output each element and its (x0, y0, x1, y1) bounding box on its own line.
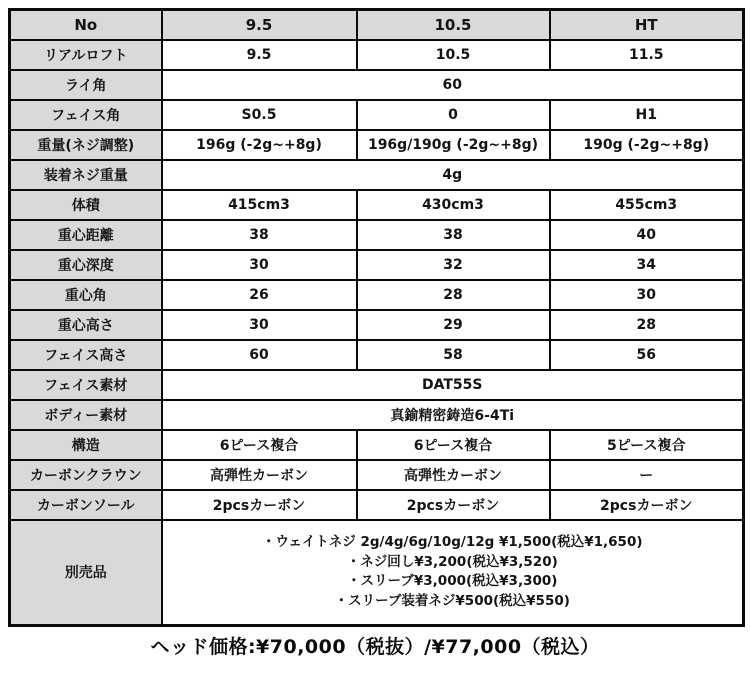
spec-value: 32 (357, 250, 550, 280)
row-label: カーボンソール (10, 490, 162, 520)
spec-value: 2pcsカーボン (550, 490, 744, 520)
spec-value: S0.5 (162, 100, 357, 130)
spec-value: 40 (550, 220, 744, 250)
spec-value-span: 4g (162, 160, 744, 190)
row-label: 重心距離 (10, 220, 162, 250)
optional-items-cell (162, 520, 744, 626)
spec-value: 9.5 (162, 40, 357, 70)
spec-value: 196g (-2g~+8g) (162, 130, 357, 160)
spec-value-span: DAT55S (162, 370, 744, 400)
row-label: 別売品 (10, 520, 162, 626)
row-label: フェイス素材 (10, 370, 162, 400)
row-body-material (10, 400, 744, 430)
row-lie-angle (10, 70, 744, 100)
row-label: 体積 (10, 190, 162, 220)
row-cg-height (10, 310, 744, 340)
spec-value: 6ピース複合 (162, 430, 357, 460)
spec-value: 29 (357, 310, 550, 340)
spec-table (8, 8, 745, 627)
spec-value: 2pcsカーボン (162, 490, 357, 520)
row-label: リアルロフト (10, 40, 162, 70)
row-cg-distance (10, 220, 744, 250)
row-carbon-crown (10, 460, 744, 490)
spec-value: 58 (357, 340, 550, 370)
row-label: フェイス角 (10, 100, 162, 130)
spec-value: 5ピース複合 (550, 430, 744, 460)
row-cg-angle (10, 280, 744, 310)
optional-item-sleeve: ・スリーブ¥3,000(税込¥3,300) (347, 573, 558, 590)
header-col-10-5: 10.5 (357, 10, 550, 40)
spec-value: 196g/190g (-2g~+8g) (357, 130, 550, 160)
row-cg-depth (10, 250, 744, 280)
row-label: 重心深度 (10, 250, 162, 280)
row-label: カーボンクラウン (10, 460, 162, 490)
optional-item-screwdriver: ・ネジ回し¥3,200(税込¥3,520) (346, 553, 558, 570)
spec-value: 430cm3 (357, 190, 550, 220)
spec-value: H1 (550, 100, 744, 130)
header-col-ht: HT (550, 10, 744, 40)
header-col-9-5: 9.5 (162, 10, 357, 40)
optional-item-weight-screws: ・ウェイトネジ 2g/4g/6g/10g/12g ¥1,500(税込¥1,650) (261, 534, 643, 551)
row-attached-screw-weight (10, 160, 744, 190)
spec-value: 11.5 (550, 40, 744, 70)
spec-value: 415cm3 (162, 190, 357, 220)
spec-value: 34 (550, 250, 744, 280)
spec-value: 高弾性カーボン (162, 460, 357, 490)
spec-value: 455cm3 (550, 190, 744, 220)
spec-value-span: 真鍮精密鋳造6-4Ti (162, 400, 744, 430)
row-optional-items (10, 520, 744, 626)
optional-item-sleeve-screw: ・スリーブ装着ネジ¥500(税込¥550) (334, 592, 570, 609)
row-label: 重心高さ (10, 310, 162, 340)
spec-value: ー (550, 460, 744, 490)
row-face-angle (10, 100, 744, 130)
row-face-material (10, 370, 744, 400)
spec-value: 26 (162, 280, 357, 310)
row-volume (10, 190, 744, 220)
row-label: ボディー素材 (10, 400, 162, 430)
row-label: 重心角 (10, 280, 162, 310)
spec-value: 28 (550, 310, 744, 340)
head-price-text: ヘッド価格:¥70,000（税抜）/¥77,000（税込） (150, 636, 600, 658)
spec-value: 60 (162, 340, 357, 370)
row-label: ライ角 (10, 70, 162, 100)
spec-value-span: 60 (162, 70, 744, 100)
spec-value: 30 (550, 280, 744, 310)
spec-value: 30 (162, 250, 357, 280)
spec-value: 28 (357, 280, 550, 310)
spec-value: 10.5 (357, 40, 550, 70)
spec-value: 6ピース複合 (357, 430, 550, 460)
spec-value: 2pcsカーボン (357, 490, 550, 520)
row-label: 重量(ネジ調整) (10, 130, 162, 160)
spec-value: 56 (550, 340, 744, 370)
spec-value: 30 (162, 310, 357, 340)
spec-value: 38 (357, 220, 550, 250)
row-real-loft (10, 40, 744, 70)
header-label: No (10, 10, 162, 40)
spec-value: 190g (-2g~+8g) (550, 130, 744, 160)
row-label: 構造 (10, 430, 162, 460)
row-label: 装着ネジ重量 (10, 160, 162, 190)
row-weight-screw-adjust (10, 130, 744, 160)
row-face-height (10, 340, 744, 370)
row-carbon-sole (10, 490, 744, 520)
spec-value: 0 (357, 100, 550, 130)
row-label: フェイス高さ (10, 340, 162, 370)
spec-value: 38 (162, 220, 357, 250)
row-no-header (10, 10, 744, 40)
spec-value: 高弾性カーボン (357, 460, 550, 490)
row-construction (10, 430, 744, 460)
